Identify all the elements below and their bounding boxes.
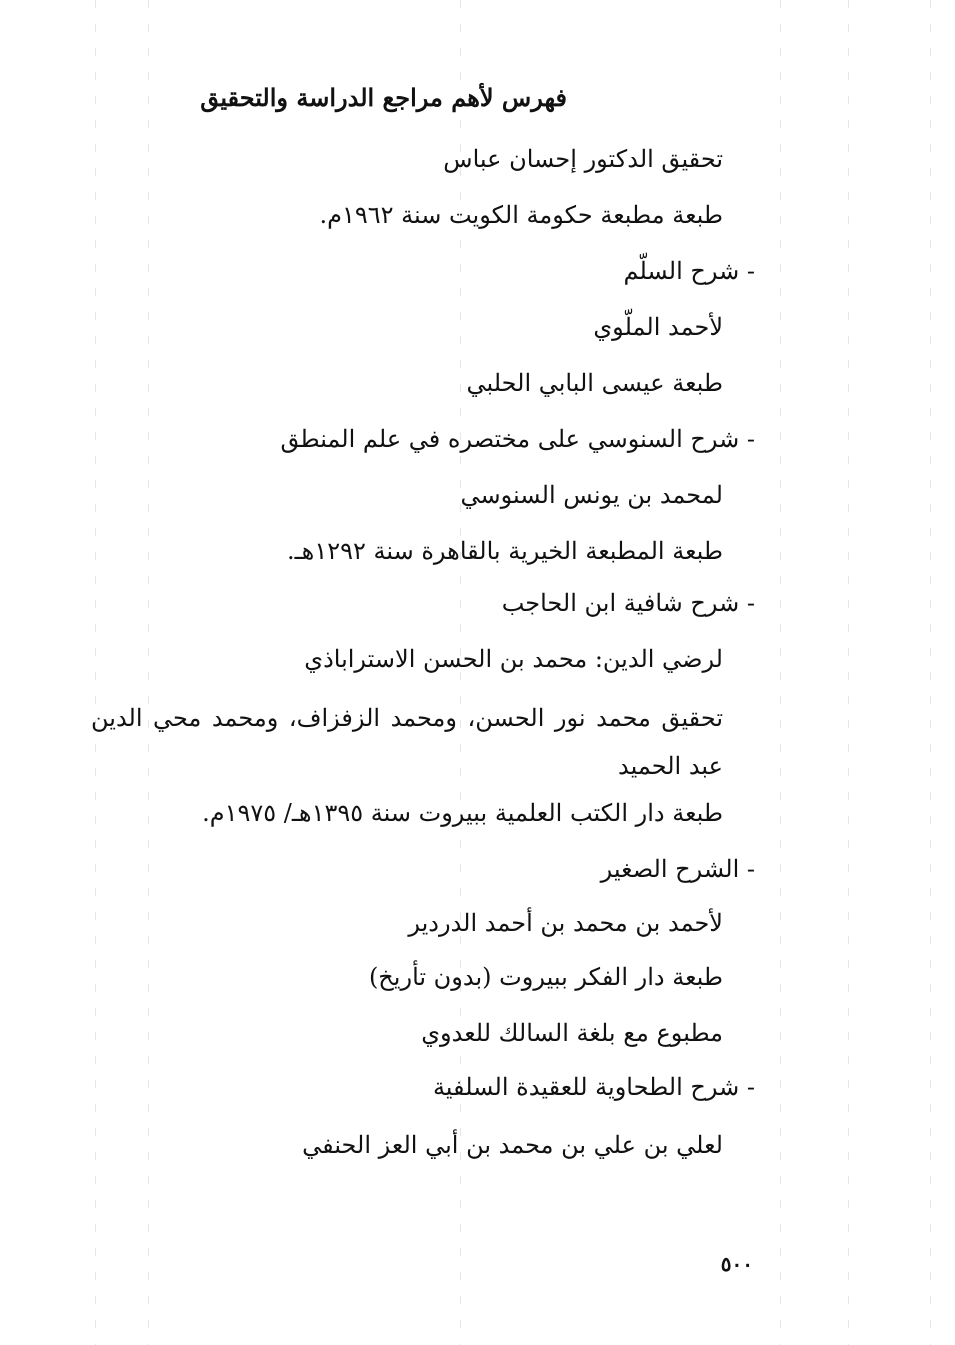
text-line: مطبوع مع بلغة السالك للعدوي: [421, 1019, 723, 1047]
entry-heading: - الشرح الصغير: [600, 855, 755, 883]
text-line: لأحمد بن محمد بن أحمد الدردير: [408, 909, 723, 937]
entry-heading: - شرح السلّم: [623, 257, 755, 285]
text-paragraph: تحقيق محمد نور الحسن، ومحمد الزفزاف، ومحمد محي الدين عبد الحميد: [91, 704, 723, 780]
text-line: لمحمد بن يونس السنوسي: [460, 481, 723, 509]
scan-artifact-line: [148, 0, 149, 1345]
scan-artifact-line: [930, 0, 931, 1345]
text-line: طبعة دار الكتب العلمية ببيروت سنة ١٣٩٥هـ/ ١٩٧٥م.: [202, 799, 723, 827]
page-number: ٥٠٠: [720, 1252, 753, 1276]
page-header-title: فهرس لأهم مراجع الدراسة والتحقيق: [200, 83, 567, 112]
entry-heading: - شرح الطحاوية للعقيدة السلفية: [432, 1073, 755, 1101]
text-line: طبعة المطبعة الخيرية بالقاهرة سنة ١٢٩٢هـ.: [286, 537, 723, 565]
text-line: لأحمد الملّوي: [593, 313, 723, 341]
text-line: طبعة عيسى البابي الحلبي: [466, 369, 723, 397]
entry-heading: - شرح السنوسي على مختصره في علم المنطق: [280, 425, 755, 453]
scan-artifact-line: [848, 0, 849, 1345]
text-line: لرضي الدين: محمد بن الحسن الاستراباذي: [304, 645, 723, 673]
entry-heading: - شرح شافية ابن الحاجب: [501, 589, 755, 617]
text-line: طبعة مطبعة حكومة الكويت سنة ١٩٦٢م.: [319, 201, 723, 229]
scan-artifact-line: [95, 0, 96, 1345]
scan-artifact-line: [780, 0, 781, 1345]
text-line: تحقيق الدكتور إحسان عباس: [443, 145, 723, 173]
text-line: لعلي بن علي بن محمد بن أبي العز الحنفي: [302, 1131, 723, 1159]
text-line: طبعة دار الفكر ببيروت (بدون تأريخ): [368, 963, 723, 991]
